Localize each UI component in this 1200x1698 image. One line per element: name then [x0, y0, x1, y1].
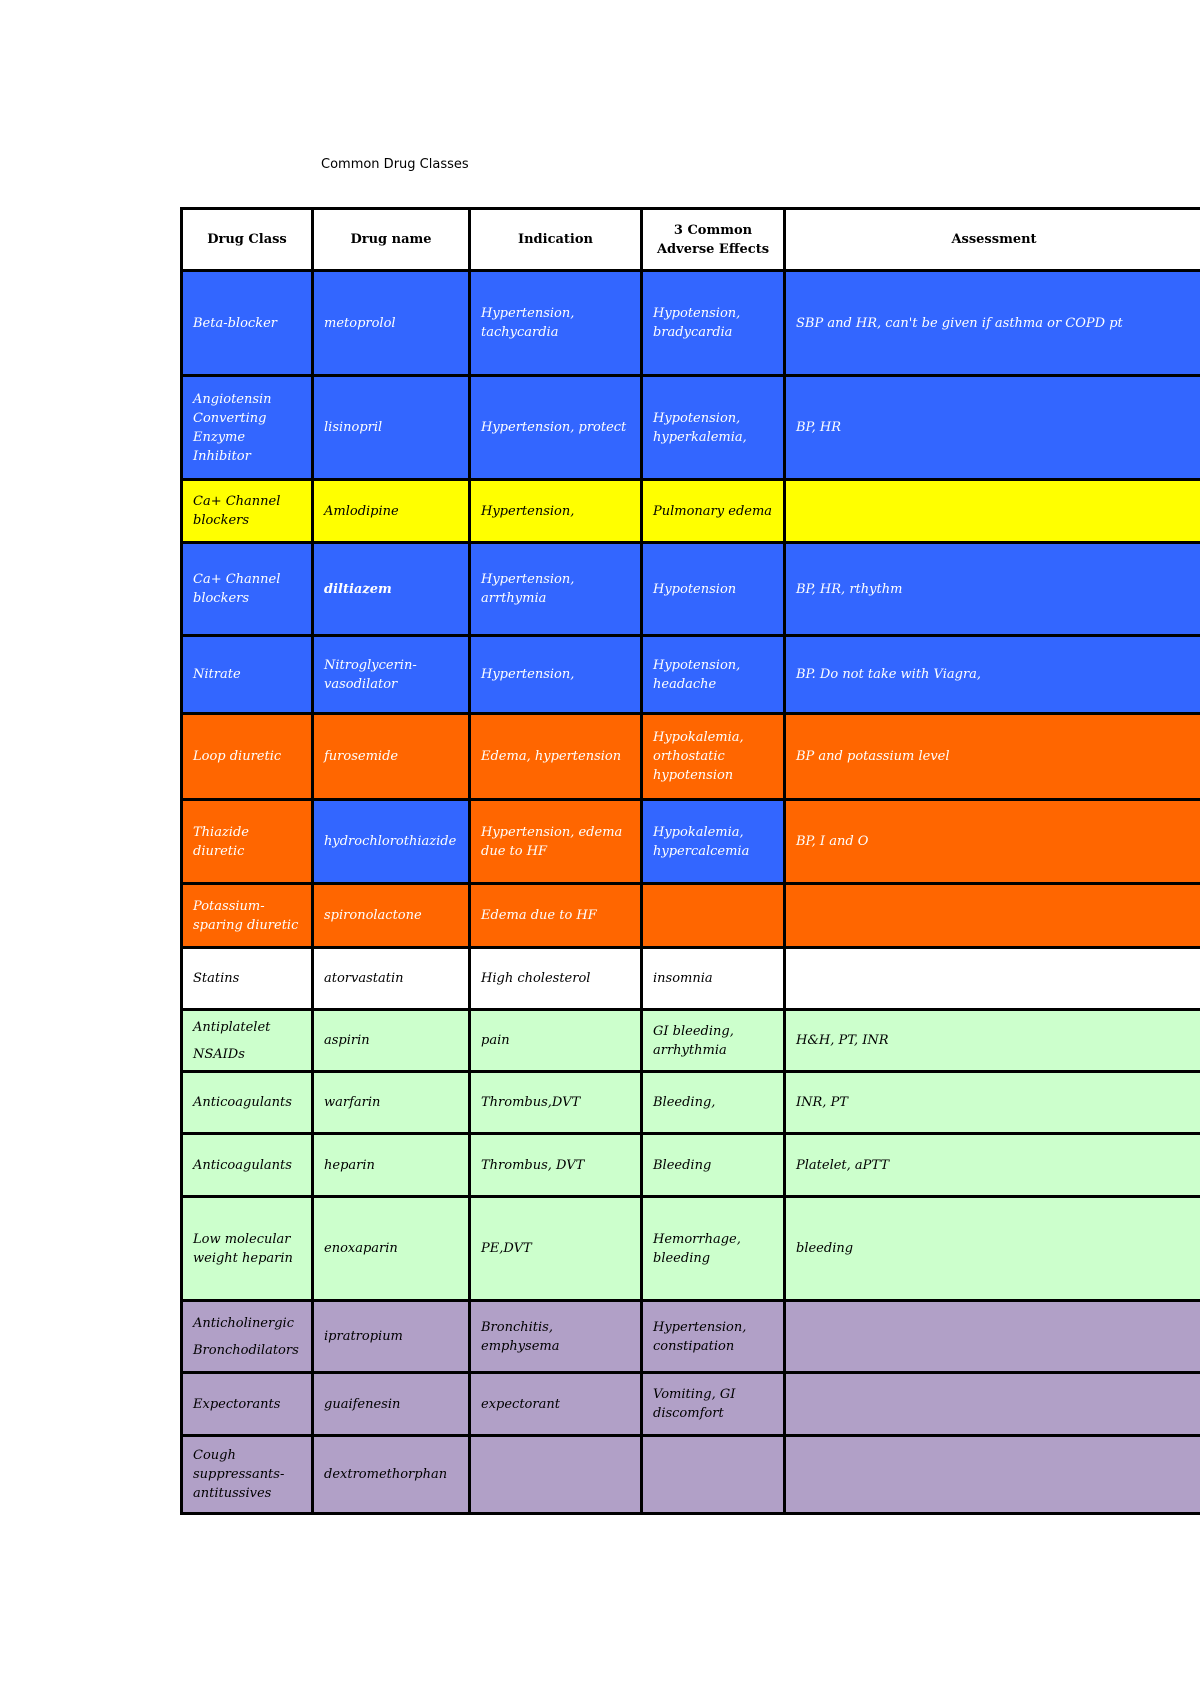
cell-adverse	[642, 884, 785, 948]
table-row	[182, 636, 1200, 714]
cell-drug-class: Low molecular weight heparin	[182, 1197, 313, 1301]
table-row	[182, 1436, 1200, 1514]
table-row	[182, 948, 1200, 1010]
cell-indication: Hypertension,	[470, 480, 642, 543]
cell-indication: expectorant	[470, 1373, 642, 1436]
table-row	[182, 271, 1200, 376]
document-title: Common Drug Classes	[321, 157, 469, 172]
table-header-row	[182, 209, 1200, 271]
drug-class-line-1: Antiplatelet	[193, 1019, 271, 1035]
drug-classes-table	[180, 207, 1200, 1515]
cell-drug-name: ipratropium	[313, 1301, 470, 1373]
cell-adverse: Vomiting, GI discomfort	[642, 1373, 785, 1436]
cell-drug-class: Nitrate	[182, 636, 313, 714]
cell-indication: PE,DVT	[470, 1197, 642, 1301]
cell-drug-class: Loop diuretic	[182, 714, 313, 800]
cell-drug-name: metoprolol	[313, 271, 470, 376]
cell-drug-name: guaifenesin	[313, 1373, 470, 1436]
header-assessment: Assessment	[785, 209, 1200, 271]
cell-indication: pain	[470, 1010, 642, 1072]
table-row	[182, 800, 1200, 884]
cell-drug-name: diltiazem	[313, 543, 470, 636]
cell-drug-class: Potassium-sparing diuretic	[182, 884, 313, 948]
cell-assessment: Platelet, aPTT	[785, 1134, 1200, 1197]
cell-drug-class: Anticoagulants	[182, 1134, 313, 1197]
table-row	[182, 1373, 1200, 1436]
cell-adverse: Hypotension	[642, 543, 785, 636]
cell-drug-class: Cough suppressants- antitussives	[182, 1436, 313, 1514]
cell-adverse: Pulmonary edema	[642, 480, 785, 543]
cell-assessment: BP, I and O	[785, 800, 1200, 884]
cell-drug-name: hydrochlorothiazide	[313, 800, 470, 884]
cell-indication: Edema due to HF	[470, 884, 642, 948]
cell-assessment: SBP and HR, can't be given if asthma or COPD pt	[785, 271, 1200, 376]
drug-class-line-2: NSAIDs	[193, 1046, 245, 1062]
cell-indication: Thrombus, DVT	[470, 1134, 642, 1197]
cell-assessment	[785, 1301, 1200, 1373]
table-row	[182, 1197, 1200, 1301]
table-row	[182, 1010, 1200, 1072]
cell-drug-class: Angiotensin Converting Enzyme Inhibitor	[182, 376, 313, 480]
cell-drug-class: Expectorants	[182, 1373, 313, 1436]
cell-drug-class: Beta-blocker	[182, 271, 313, 376]
cell-drug-class: Statins	[182, 948, 313, 1010]
cell-drug-name: spironolactone	[313, 884, 470, 948]
cell-assessment: INR, PT	[785, 1072, 1200, 1134]
cell-adverse: Bleeding	[642, 1134, 785, 1197]
drug-class-line-2: Bronchodilators	[193, 1342, 299, 1358]
table-row	[182, 543, 1200, 636]
cell-drug-name: enoxaparin	[313, 1197, 470, 1301]
table-row	[182, 884, 1200, 948]
cell-indication: Hypertension, edema due to HF	[470, 800, 642, 884]
cell-drug-class	[182, 1010, 313, 1072]
cell-drug-class: Ca+ Channel blockers	[182, 480, 313, 543]
cell-drug-name: dextromethorphan	[313, 1436, 470, 1514]
cell-assessment: BP and potassium level	[785, 714, 1200, 800]
cell-adverse: Hypotension, bradycardia	[642, 271, 785, 376]
cell-assessment: H&H, PT, INR	[785, 1010, 1200, 1072]
cell-assessment: BP, HR, rthythm	[785, 543, 1200, 636]
cell-indication: Hypertension, protect	[470, 376, 642, 480]
cell-assessment	[785, 1436, 1200, 1514]
cell-drug-name: Amlodipine	[313, 480, 470, 543]
cell-drug-name: aspirin	[313, 1010, 470, 1072]
header-drug-class: Drug Class	[182, 209, 313, 271]
cell-drug-class: Ca+ Channel blockers	[182, 543, 313, 636]
table-row	[182, 1301, 1200, 1373]
header-adverse-effects: 3 Common Adverse Effects	[642, 209, 785, 271]
cell-adverse: Hypotension, hyperkalemia,	[642, 376, 785, 480]
cell-drug-name: Nitroglycerin- vasodilator	[313, 636, 470, 714]
cell-drug-name: warfarin	[313, 1072, 470, 1134]
cell-drug-name: lisinopril	[313, 376, 470, 480]
cell-adverse: Hypotension, headache	[642, 636, 785, 714]
drug-class-line-1: Anticholinergic	[193, 1315, 294, 1331]
table-row	[182, 480, 1200, 543]
cell-assessment: BP, HR	[785, 376, 1200, 480]
cell-adverse: Hypertension, constipation	[642, 1301, 785, 1373]
cell-drug-class	[182, 1301, 313, 1373]
cell-adverse: Hemorrhage, bleeding	[642, 1197, 785, 1301]
cell-drug-name: atorvastatin	[313, 948, 470, 1010]
cell-assessment	[785, 948, 1200, 1010]
header-indication: Indication	[470, 209, 642, 271]
cell-indication: High cholesterol	[470, 948, 642, 1010]
cell-assessment: bleeding	[785, 1197, 1200, 1301]
cell-indication: Hypertension, arrthymia	[470, 543, 642, 636]
cell-assessment	[785, 884, 1200, 948]
cell-adverse: insomnia	[642, 948, 785, 1010]
cell-indication: Hypertension, tachycardia	[470, 271, 642, 376]
header-drug-name: Drug name	[313, 209, 470, 271]
cell-adverse: GI bleeding, arrhythmia	[642, 1010, 785, 1072]
cell-drug-class: Thiazide diuretic	[182, 800, 313, 884]
table-row	[182, 1072, 1200, 1134]
cell-assessment: BP. Do not take with Viagra,	[785, 636, 1200, 714]
cell-adverse	[642, 1436, 785, 1514]
cell-drug-class: Anticoagulants	[182, 1072, 313, 1134]
table-row	[182, 1134, 1200, 1197]
cell-indication: Bronchitis, emphysema	[470, 1301, 642, 1373]
cell-indication: Thrombus,DVT	[470, 1072, 642, 1134]
cell-indication: Edema, hypertension	[470, 714, 642, 800]
cell-drug-name: heparin	[313, 1134, 470, 1197]
cell-assessment	[785, 480, 1200, 543]
cell-indication	[470, 1436, 642, 1514]
table-row	[182, 376, 1200, 480]
cell-drug-name: furosemide	[313, 714, 470, 800]
cell-indication: Hypertension,	[470, 636, 642, 714]
cell-assessment	[785, 1373, 1200, 1436]
cell-adverse: Hypokalemia, hypercalcemia	[642, 800, 785, 884]
cell-adverse: Hypokalemia, orthostatic hypotension	[642, 714, 785, 800]
table-row	[182, 714, 1200, 800]
cell-adverse: Bleeding,	[642, 1072, 785, 1134]
